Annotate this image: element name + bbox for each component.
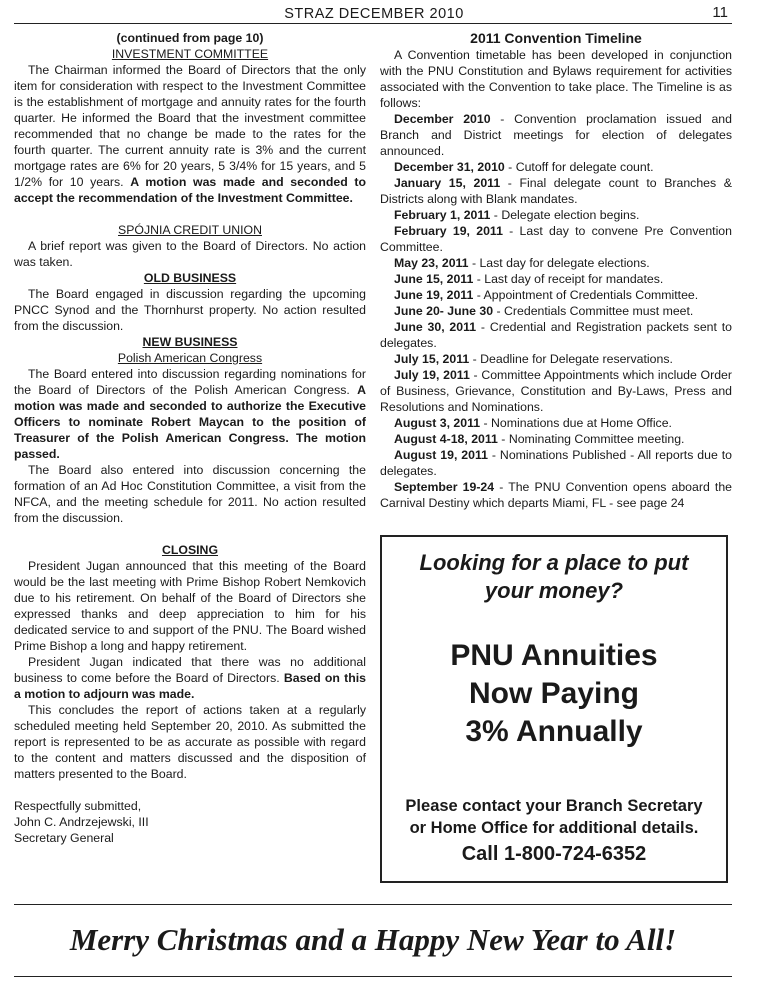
new-business-subheading: Polish American Congress [117, 351, 263, 365]
timeline-date: February 1, 2011 [394, 208, 491, 222]
timeline-item [380, 303, 732, 319]
investment-motion: A motion was made and seconded to accept the recommendation of the Investment Committee. [14, 175, 366, 205]
closing-heading: CLOSING [161, 543, 219, 557]
timeline-date: September 19-24 [394, 480, 495, 494]
timeline-item [380, 415, 732, 431]
signoff-line: Respectfully submitted, [14, 799, 142, 813]
timeline-item [380, 255, 732, 271]
header-rule [14, 23, 732, 24]
continued-note: (continued from page 10) [116, 31, 264, 45]
ad-headline-line-3: 3% Annually [465, 715, 643, 748]
timeline-item [380, 287, 732, 303]
timeline-date: January 15, 2011 [394, 176, 501, 190]
ad-headline-line-2: Now Paying [468, 677, 640, 710]
new-business-motion: A motion was made and seconded to authorize the Executive Officers to nominate Robert Maycan to the position of Treasurer of the Polish American Congress. The motion passed. [14, 383, 366, 461]
timeline-date: December 2010 [394, 112, 491, 126]
ad-contact [382, 795, 726, 839]
timeline-text: - Credential and Registration packets sent to delegates. [380, 320, 732, 350]
timeline-date: August 3, 2011 [394, 416, 481, 430]
spacer [14, 782, 366, 798]
timeline-text: - Convention proclamation issued and Branch and District meetings for election of delegates announced. [380, 112, 732, 158]
annuity-advertisement [380, 535, 728, 883]
ad-phone: Call 1-800-724-6352 [461, 843, 647, 865]
timeline-text: - Nominations due at Home Office. [480, 416, 672, 430]
investment-heading: INVESTMENT COMMITTEE [111, 47, 269, 61]
timeline-text: - Appointment of Credentials Committee. [473, 288, 699, 302]
timeline-item [380, 367, 732, 415]
new-business-text: The Board entered into discussion regarding nominations for the Board of Directors of the Polish American Congress. [14, 367, 366, 397]
timeline-text: - The PNU Convention opens aboard the Carnival Destiny which departs Miami, FL - see page 24 [380, 480, 732, 510]
ad-question-line-1: Looking for a place to put [419, 550, 689, 575]
new-business-heading: NEW BUSINESS [142, 335, 238, 349]
spacer [14, 206, 366, 222]
timeline-title: 2011 Convention Timeline [470, 30, 642, 46]
closing-motion: Based on this a motion to adjourn was made. [14, 671, 366, 701]
timeline-text: - Last day to convene Pre Convention Committee. [380, 224, 732, 254]
timeline-item [380, 319, 732, 351]
investment-paragraph [14, 62, 366, 206]
page-header [14, 4, 734, 24]
timeline-text: - Final delegate count to Branches & Districts along with Blank mandates. [380, 176, 732, 206]
timeline-text: - Nominations Published - All reports due to delegates. [380, 448, 732, 478]
timeline-item [380, 175, 732, 207]
timeline-text: - Last day for delegate elections. [468, 256, 650, 270]
timeline-item [380, 479, 732, 511]
timeline-item [380, 223, 732, 255]
closing-paragraph-1: President Jugan announced that this meeting of the Board would be the last meeting with Prime Bishop Robert Nemkovich due to his retirement. On behalf of the Board of Directors she expressed thanks and deep appreciation to him for his dedicated service to and support of the PNU. The Board wished Prime Bishop a long and happy retirement. [14, 559, 366, 653]
timeline-item [380, 207, 732, 223]
ad-question [382, 549, 726, 605]
ad-headline [382, 637, 726, 751]
right-column [380, 30, 732, 511]
timeline-item [380, 111, 732, 159]
new-business-paragraph-2: The Board also entered into discussion concerning the formation of an Ad Hoc Constitution Committee, a visit from the NFCA, and the meeting schedule for 2011. No action resulted from the discussion. [14, 463, 366, 525]
timeline-date: June 19, 2011 [394, 288, 474, 302]
ad-question-line-2: your money? [484, 578, 624, 603]
timeline-item [380, 431, 732, 447]
new-business-paragraph [14, 366, 366, 462]
old-business-paragraph: The Board engaged in discussion regarding the upcoming PNCC Synod and the Thornhurst property. No action resulted from the discussion. [14, 287, 366, 333]
timeline-item [380, 447, 732, 479]
timeline-date: July 15, 2011 [394, 352, 470, 366]
timeline-item [380, 271, 732, 287]
timeline-text: - Deadline for Delegate reservations. [469, 352, 673, 366]
timeline-text: - Last day of receipt for mandates. [473, 272, 664, 286]
footer-rule-top [14, 904, 732, 905]
timeline-date: June 15, 2011 [394, 272, 474, 286]
timeline-date: February 19, 2011 [394, 224, 503, 238]
signoff-name: John C. Andrzejewski, III [14, 815, 149, 829]
credit-union-paragraph: A brief report was given to the Board of Directors. No action was taken. [14, 239, 366, 269]
timeline-text: - Cutoff for delegate count. [504, 160, 654, 174]
timeline-date: July 19, 2011 [394, 368, 470, 382]
timeline-date: May 23, 2011 [394, 256, 469, 270]
holiday-greeting: Merry Christmas and a Happy New Year to All! [69, 922, 677, 957]
page-number: 11 [712, 4, 728, 21]
timeline-date: August 19, 2011 [394, 448, 488, 462]
ad-contact-line-1: Please contact your Branch Secretary [405, 797, 703, 815]
signoff-title: Secretary General [14, 831, 114, 845]
footer-rule-bottom [14, 976, 732, 977]
timeline-item [380, 159, 732, 175]
timeline-date: August 4-18, 2011 [394, 432, 498, 446]
closing-paragraph-3: This concludes the report of actions taken at a regularly scheduled meeting held September 20, 2010. As submitted the report is represented to be as accurate as possible with regard to the content and matters discussed and the disposition of matters presented to the Board. [14, 703, 366, 781]
credit-union-heading: SPÓJNIA CREDIT UNION [118, 223, 262, 237]
closing-text: President Jugan indicated that there was no additional business to come before the Board of Directors. [14, 655, 366, 685]
investment-text: The Chairman informed the Board of Directors that the only item for consideration with respect to the Investment Committee is the establishment of mortgage and annuity rates for the fourth quarter. He informed the Board that the investment committee recommended that no change be made to the rates for the fourth quarter. The current annuity rate is 3% and the current mortgage rates are 6% for 20 years, 5 3/4% for 15 years, and 5 1/2% for 10 years. [14, 63, 366, 189]
timeline-text: - Credentials Committee must meet. [493, 304, 694, 318]
spacer [14, 526, 366, 542]
timeline-date: June 30, 2011 [394, 320, 477, 334]
timeline-intro: A Convention timetable has been developed in conjunction with the PNU Constitution and Bylaws requirement for activities associated with the Convention to take place. The Timeline is as follows: [380, 48, 732, 110]
timeline-list [380, 111, 732, 511]
ad-headline-line-1: PNU Annuities [450, 639, 658, 672]
timeline-text: - Committee Appointments which include Order of Business, Grievance, Constitution and By-Laws, Press and Resolutions and Nominations. [380, 368, 732, 414]
timeline-item [380, 351, 732, 367]
timeline-date: December 31, 2010 [394, 160, 505, 174]
timeline-text: - Nominating Committee meeting. [497, 432, 685, 446]
closing-paragraph-2 [14, 654, 366, 702]
left-column [14, 30, 366, 846]
old-business-heading: OLD BUSINESS [143, 271, 237, 285]
publication-title: STRAZ DECEMBER 2010 [284, 6, 464, 22]
timeline-text: - Delegate election begins. [490, 208, 640, 222]
timeline-date: June 20- June 30 [394, 304, 494, 318]
ad-contact-line-2: or Home Office for additional details. [409, 819, 699, 837]
